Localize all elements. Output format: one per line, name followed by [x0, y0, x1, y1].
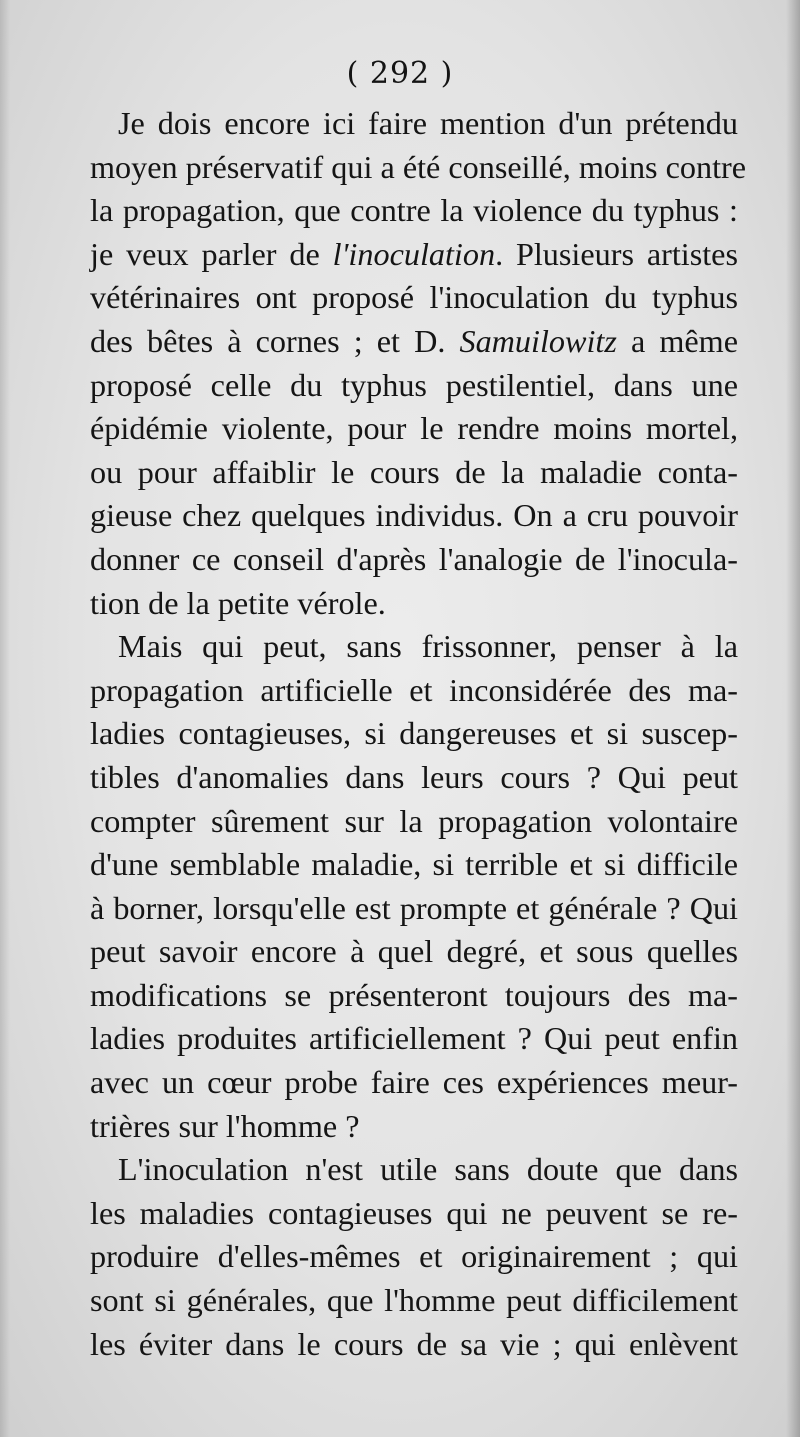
- text-line: sont si générales, que l'homme peut difficilement: [90, 1282, 738, 1319]
- text-line: d'une semblable maladie, si terrible et si difficile: [90, 846, 738, 883]
- text-line: Mais qui peut, sans frissonner, penser à la: [118, 628, 738, 665]
- text-line: modifications se présenteront toujours des ma-: [90, 976, 738, 1013]
- text-line: ladies contagieuses, si dangereuses et si suscep-: [90, 715, 738, 752]
- text-line: proposé celle du typhus pestilentiel, dans une: [90, 366, 738, 403]
- text-line: tibles d'anomalies dans leurs cours ? Qui peut: [90, 758, 738, 795]
- text-line: vétérinaires ont proposé l'inoculation du typhus: [90, 279, 738, 316]
- page-left-shadow: [0, 0, 10, 1437]
- italic-term: l'inoculation: [332, 235, 496, 272]
- text-line: je veux parler de l'inoculation. Plusieurs artistes: [90, 235, 738, 272]
- text-line: épidémie violente, pour le rendre moins mortel,: [90, 410, 738, 447]
- text-line: les maladies contagieuses qui ne peuvent se re-: [90, 1194, 738, 1231]
- text-line: peut savoir encore à quel degré, et sous quelles: [90, 933, 738, 970]
- text-line: propagation artificielle et inconsidérée des ma-: [90, 671, 738, 708]
- page-right-shadow: [786, 0, 800, 1437]
- text-line: ou pour affaiblir le cours de la maladie conta-: [90, 453, 738, 490]
- text-line: avec un cœur probe faire ces expériences meur-: [90, 1064, 738, 1101]
- text-line: gieuse chez quelques individus. On a cru pouvoir: [90, 497, 738, 534]
- text-line: Je dois encore ici faire mention d'un prétendu: [118, 105, 738, 141]
- paragraph: [90, 102, 747, 625]
- text-line: ladies produites artificiellement ? Qui peut enfin: [90, 1020, 738, 1057]
- body-text: [90, 102, 747, 1366]
- text-line: donner ce conseil d'après l'analogie de l'inocula-: [90, 540, 738, 577]
- italic-term: Samuilowitz: [459, 322, 617, 359]
- text-line: la propagation, que contre la violence du typhus :: [90, 192, 738, 229]
- text-line: des bêtes à cornes ; et D. Samuilowitz a même: [90, 322, 739, 359]
- page-number: ( 292 ): [346, 56, 454, 91]
- text-line: produire d'elles-mêmes et originairement ; qui: [90, 1238, 738, 1275]
- text-line: compter sûrement sur la propagation volontaire: [90, 802, 738, 839]
- paragraph: [90, 1148, 738, 1366]
- paragraph: [90, 625, 738, 1148]
- text-line: moyen préservatif qui a été conseillé, moins contre: [90, 148, 747, 185]
- text-line: tion de la petite vérole.: [90, 584, 386, 621]
- text-line: à borner, lorsqu'elle est prompte et générale ? Qui: [90, 889, 738, 926]
- text-line: trières sur l'homme ?: [90, 1107, 360, 1144]
- text-line: L'inoculation n'est utile sans doute que dans: [118, 1151, 738, 1188]
- text-line: les éviter dans le cours de sa vie ; qui enlèvent: [90, 1325, 738, 1362]
